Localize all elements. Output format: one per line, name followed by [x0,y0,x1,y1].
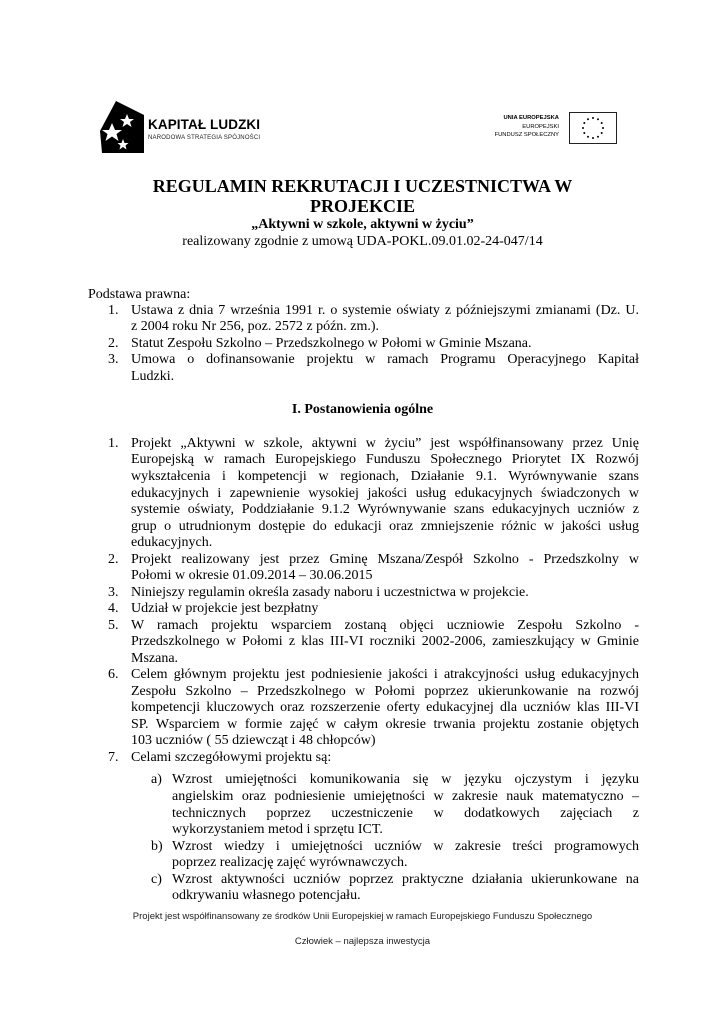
rule-item-line: wykształcenia i kompetencji w regionach, Działanie 9.1. Wyrównywanie szans [131,469,639,484]
legal-item-line: Umowa o dofinansowanie projektu w ramach Programu Operacyjnego Kapitał [131,352,639,367]
rule-item-number: 7. [108,750,119,765]
rule-item-number: 4. [108,601,119,616]
eu-line3: FUNDUSZ SPOŁECZNY [494,132,559,138]
eu-flag-icon [569,112,617,144]
legal-basis-label: Podstawa prawna: [88,287,191,302]
project-name: „Aktywni w szkole, aktywni w życiu” [251,217,474,232]
rule-item-number: 1. [108,436,119,451]
document-title-line2: PROJEKCIE [309,196,415,216]
rule-item-line: Celami szczegółowymi projektu są: [131,750,332,765]
sub-item-letter: a) [151,772,162,787]
rule-item-line: Udział w projekcie jest bezpłatny [131,601,319,616]
sub-item-letter: b) [151,839,163,854]
rule-item-number: 3. [108,585,119,600]
legal-item-line: Statut Zespołu Szkolno – Przedszkolnego w Połomi w Gminie Mszana. [131,336,532,351]
rule-item-line: systemie oświaty, Poddziałanie 9.1.2 Wyrównywanie szans edukacyjnych uczniów z [131,502,639,517]
document-title-line1: REGULAMIN REKRUTACJI I UCZESTNICTWA W [152,176,573,196]
footer-slogan: Człowiek – najlepsza inwestycja [294,936,431,947]
rule-item-line: edukacyjnych. [131,535,213,550]
legal-item-line: Ustawa z dnia 7 września 1991 r. o systemie oświaty z późniejszymi zmianami (Dz. U. [131,303,639,318]
legal-item-number: 1. [108,303,119,318]
kapital-ludzki-logo [100,101,270,155]
rule-item-number: 5. [108,618,119,633]
rule-item-line: Celem głównym projektu jest podniesienie jakości i atrakcyjności usług edukacyjnych [131,667,639,682]
section-heading: I. Postanowienia ogólne [291,402,434,417]
rule-item-line: kompetencji kluczowych oraz rozszerzenie oferty edukacyjnej dla uczniów klas III-VI [131,700,639,715]
rule-item-line: 103 uczniów ( 55 dziewcząt i 48 chłopców) [131,733,376,748]
eu-line1: UNIA EUROPEJSKA [503,115,559,121]
eu-logo [485,112,617,148]
rule-item-line: Projekt realizowany jest przez Gminę Mszana/Zespół Szkolno - Przedszkolny w [131,552,639,567]
rule-item-line: Przedszkolnego w Połomi z klas III-VI roczniki 2002-2006, zamieszkujący w Gminie [131,634,639,649]
sub-item-letter: c) [151,872,162,887]
eu-line2: EUROPEJSKI [522,123,559,130]
legal-item-line: z 2004 roku Nr 256, poz. 2572 z późn. zm.). [131,319,380,334]
sub-item-line: Wzrost aktywności uczniów poprzez praktyczne działania ukierunkowane na [172,872,639,887]
sub-item-line: Wzrost wiedzy i umiejętności uczniów w zakresie treści programowych [172,839,639,854]
sub-item-line: odkrywaniu własnego potencjału. [172,888,361,903]
sub-item-line: poprzez realizację zajęć wyrównawczych. [172,855,408,870]
sub-item-line: Wzrost umiejętności komunikowania się w języku ojczystym i języku [172,772,639,787]
kapital-ludzki-emblem-icon [100,101,144,153]
rule-item-number: 2. [108,552,119,567]
kapital-ludzki-title: KAPITAŁ LUDZKI [148,117,261,132]
rule-item-line: Niniejszy regulamin określa zasady naboru i uczestnictwa w projekcie. [131,585,529,600]
rule-item-number: 6. [108,667,119,682]
rule-item-line: grup o utrudnionym dostępie do edukacji oraz zmniejszenie różnic w jakości usług [131,519,639,534]
rule-item-line: Mszana. [131,651,179,666]
legal-item-line: Ludzki. [131,369,175,384]
rule-item-line: SP. Wsparciem w formie zajęć w całym okresie trwania projektu zostanie objętych [131,717,639,732]
sub-item-line: technicznych poprzez uczestniczenie w dodatkowych zajęciach z [172,806,639,821]
rule-item-line: W ramach projektu wsparciem zostaną objęci uczniowie Zespołu Szkolno - [131,618,639,633]
rule-item-line: Połomi w okresie 01.09.2014 – 30.06.2015 [131,568,373,583]
kapital-ludzki-subtitle: NARODOWA STRATEGIA SPÓJNOŚCI [148,135,261,141]
eu-logo-text [495,114,559,140]
footer-funding-note: Projekt jest współfinansowany ze środków Unii Europejskiej w ramach Europejskiego Funduszu Społecznego [132,911,593,922]
rule-item-line: Zespołu Szkolno – Przedszkolnego w Połomi poprzez ukierunkowanie na rozwój [131,684,639,699]
rule-item-line: Projekt „Aktywni w szkole, aktywni w życiu” jest współfinansowany przez Unię [131,436,639,451]
rule-item-line: edukacyjnych i zapewnienie wysokiej jakości usług edukacyjnych świadczonych w [131,486,639,501]
legal-item-number: 3. [108,352,119,367]
rule-item-line: Europejską w ramach Europejskiego Funduszu Społecznego Priorytet IX Rozwój [131,452,639,467]
agreement-line: realizowany zgodnie z umową UDA-POKL.09.01.02-24-047/14 [182,234,543,249]
sub-item-line: wykorzystaniem metod i sprzętu ICT. [172,822,383,837]
legal-item-number: 2. [108,336,119,351]
sub-item-line: angielskim oraz podniesienie umiejętności w zakresie nauk matematyczno – [172,789,639,804]
